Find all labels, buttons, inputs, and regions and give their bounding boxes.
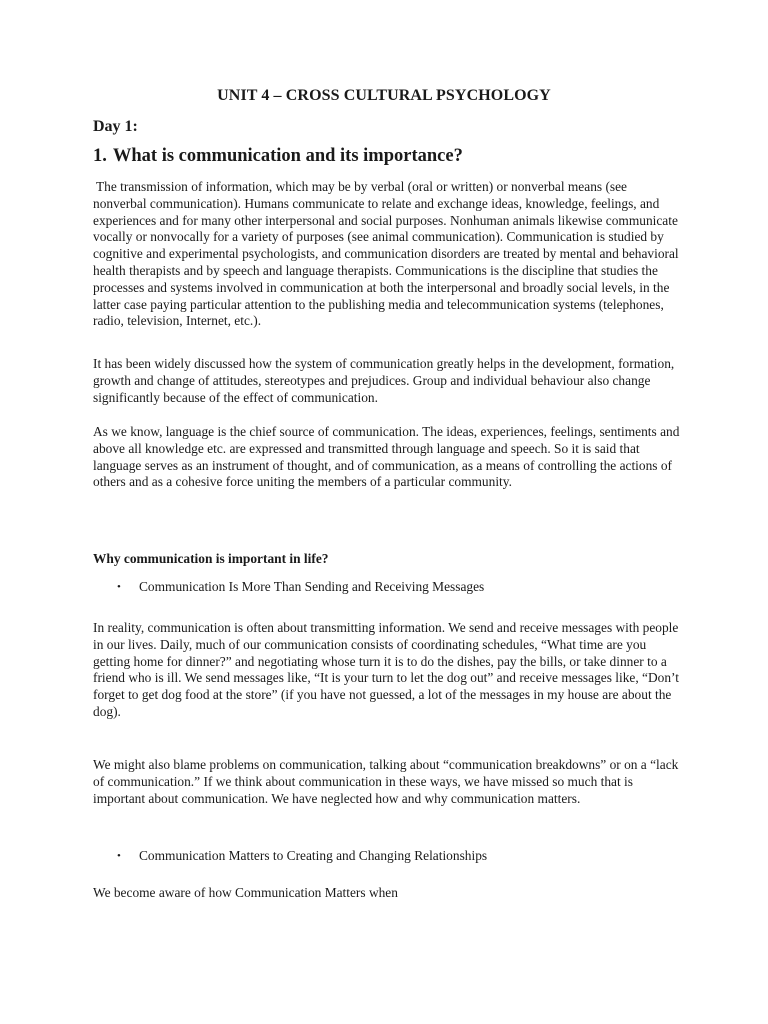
subheading-why-important: Why communication is important in life? bbox=[93, 551, 329, 566]
paragraph-attitudes: It has been widely discussed how the system of communication greatly helps in the development, formation, growth and change of attitudes, stereotypes and prejudices. Group and individual behaviour also change significantly because of the effect of communication. bbox=[93, 356, 675, 405]
paragraph-blame: We might also blame problems on communication, talking about “communication breakdowns” or on a “lack of communication.” If we think about communication in these ways, we have missed so much that is important about communication. We have neglected how and why communication matters. bbox=[93, 757, 679, 806]
day-label: Day 1: bbox=[93, 118, 138, 135]
bullet-text: Communication Is More Than Sending and Receiving Messages bbox=[139, 579, 485, 594]
section-heading-text: What is communication and its importance? bbox=[112, 146, 463, 166]
section-heading bbox=[93, 146, 463, 167]
paragraph-definition: The transmission of information, which may be by verbal (oral or written) or nonverbal means (see nonverbal communication). Humans communicate to relate and exchange ideas, knowledge, feelings, and experiences and for many other interpersonal and social purposes. Nonhuman animals likewise communicate vocally or nonvocally for a variety of purposes (see animal communication). Communication is studied by cognitive and experimental psychologists, and communication disorders are treated by mental and behavioral health therapists and by speech and language therapists. Communications is the discipline that studies the processes and systems involved in communication at both the interpersonal and broadly social levels, in the latter case paying particular attention to the publishing media and telecommunication systems (telephones, radio, television, Internet, etc.). bbox=[93, 179, 679, 329]
section-number: 1. bbox=[93, 146, 107, 166]
bullet-text: Communication Matters to Creating and Changing Relationships bbox=[139, 848, 488, 863]
bullet-icon: • bbox=[117, 581, 121, 593]
paragraph-language: As we know, language is the chief source of communication. The ideas, experiences, feelings, sentiments and above all knowledge etc. are expressed and transmitted through language and speech. So it is said that language serves as an instrument of thought, and of communication, as a means of controlling the actions of others and as a cohesive force uniting the members of a particular community. bbox=[93, 424, 680, 490]
paragraph-aware: We become aware of how Communication Matters when bbox=[93, 885, 398, 900]
paragraph-reality: In reality, communication is often about transmitting information. We send and receive messages with people in our lives. Daily, much of our communication consists of coordinating schedules, “What time are you getting home for dinner?” and negotiating whose turn it is to do the dishes, pay the bills, or take dinner to a friend who is ill. We send messages like, “It is your turn to let the dog out” and receive messages like, “Don’t forget to get dog food at the store” (if you have not guessed, a lot of the messages in my house are about the dog). bbox=[93, 620, 679, 719]
bullet-icon: • bbox=[117, 850, 121, 862]
document-title: UNIT 4 – CROSS CULTURAL PSYCHOLOGY bbox=[217, 87, 551, 104]
